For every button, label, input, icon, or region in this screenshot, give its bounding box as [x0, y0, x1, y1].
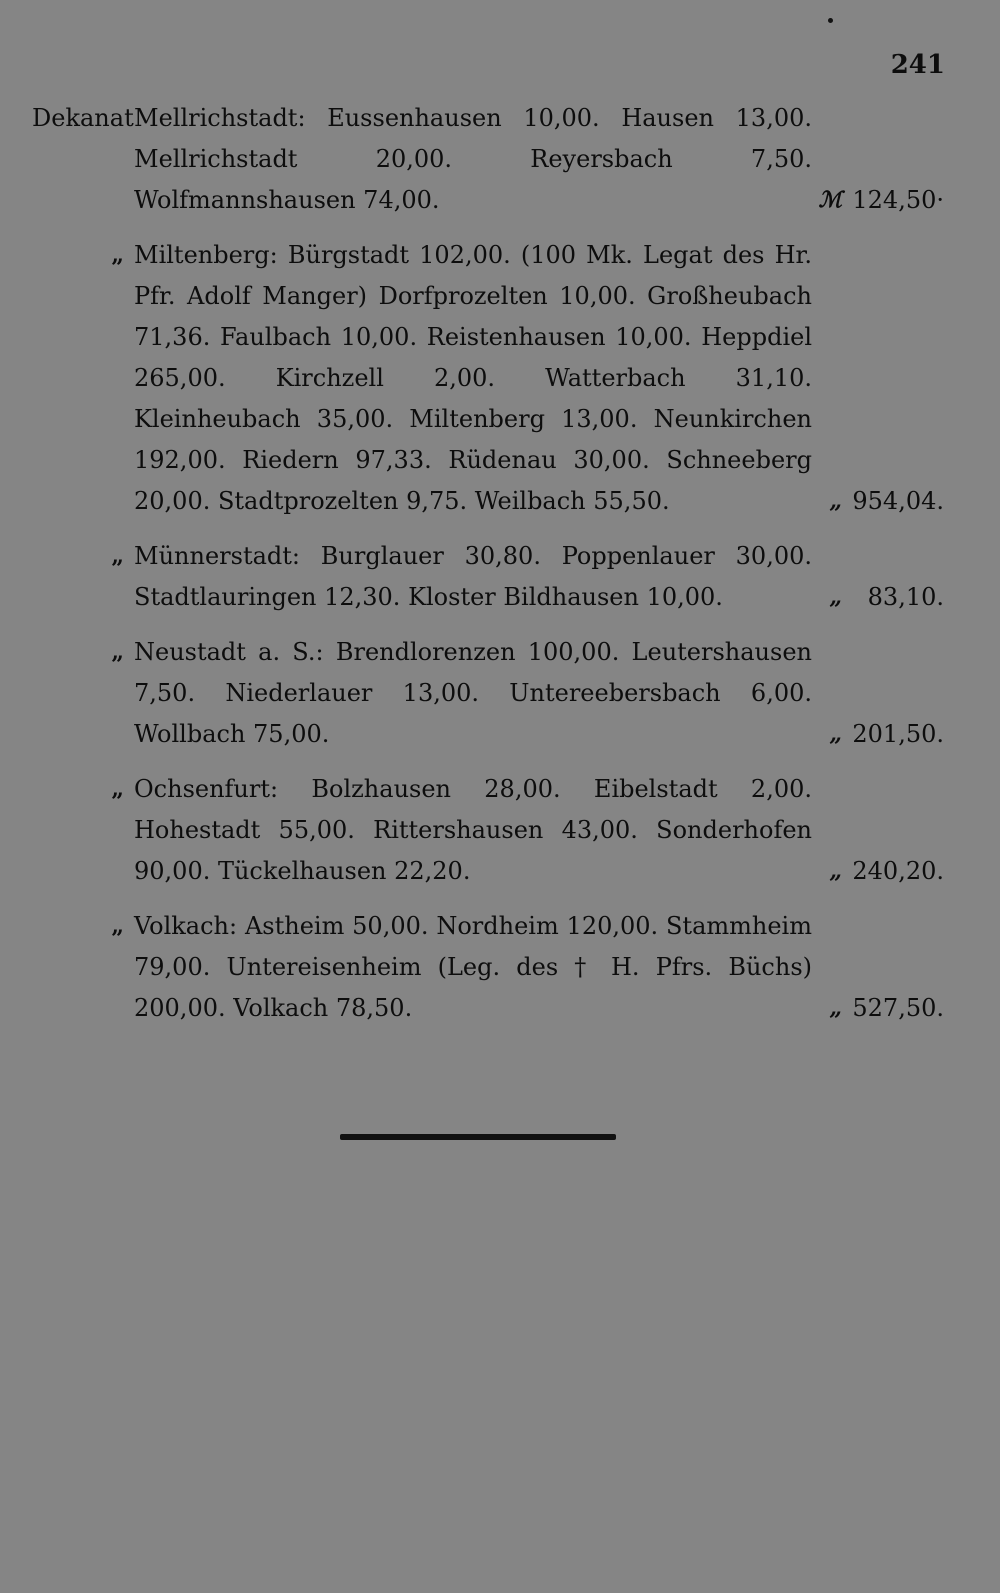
currency-mark: ℳ	[818, 187, 842, 213]
parish-list: Eussenhausen 10,00. Hausen 13,00. Mellrichstadt 20,00. Reyersbach 7,50. Wolfmannshausen 74,00.	[134, 104, 812, 214]
entry-label: „	[111, 776, 124, 802]
ditto-mark: „	[829, 995, 842, 1021]
entry-label: „	[111, 639, 124, 665]
page-number: 241	[890, 50, 945, 80]
parish-list: Burglauer 30,80. Poppenlauer 30,00. Stadtlauringen 12,30. Kloster Bildhausen 10,00.	[134, 542, 812, 611]
section-end-rule	[340, 1134, 616, 1140]
ink-speck	[828, 18, 833, 23]
parish-list: Brendlorenzen 100,00. Leutershausen 7,50. Niederlauer 13,00. Untereebersbach 6,00. Wollbach 75,00.	[134, 638, 812, 748]
entry-volkach	[32, 906, 948, 1029]
district-name: Neustadt a. S.:	[134, 638, 324, 666]
entry-text	[132, 769, 812, 892]
ditto-mark: „	[829, 584, 842, 610]
entry-text	[132, 632, 812, 755]
entry-amount: 201,50.	[852, 720, 944, 748]
district-name: Ochsenfurt:	[134, 775, 279, 803]
entry-mellrichstadt	[32, 98, 948, 221]
parish-list: Astheim 50,00. Nordheim 120,00. Stammheim 79,00. Untereisenheim (Leg. des † H. Pfrs. Büchs) 200,00. Volkach 78,50.	[134, 912, 812, 1022]
district-name: Miltenberg:	[134, 241, 278, 269]
district-name: Mellrichstadt:	[134, 104, 306, 132]
entry-label: „	[111, 242, 124, 268]
entry-amount: 527,50.	[852, 994, 944, 1022]
entry-text	[132, 906, 812, 1029]
entry-text	[132, 235, 812, 522]
entry-miltenberg	[32, 235, 948, 522]
entry-amount: 83,10.	[867, 583, 944, 611]
district-name: Münnerstadt:	[134, 542, 300, 570]
entry-amount: 240,20.	[852, 857, 944, 885]
entry-text	[132, 536, 812, 618]
parish-list: Bolzhausen 28,00. Eibelstadt 2,00. Hohestadt 55,00. Rittershausen 43,00. Sonderhofen 90,00. Tückelhausen 22,20.	[134, 775, 812, 885]
entry-ochsenfurt	[32, 769, 948, 892]
entry-text	[132, 98, 812, 221]
ditto-mark: „	[829, 721, 842, 747]
entry-label: „	[111, 913, 124, 939]
parish-list: Bürgstadt 102,00. (100 Mk. Legat des Hr. Pfr. Adolf Manger) Dorfprozelten 10,00. Großheubach 71,36. Faulbach 10,00. Reistenhausen 10,00. Heppdiel 265,00. Kirchzell 2,00. Watterbach 31,10. Kleinheubach 35,00. Miltenberg 13,00. Neunkirchen 192,00. Riedern 97,33. Rüdenau 30,00. Schneeberg 20,00. Stadtprozelten 9,75. Weilbach 55,50.	[134, 241, 812, 515]
district-name: Volkach:	[134, 912, 238, 940]
donation-list	[32, 98, 948, 1043]
entry-amount: 124,50·	[852, 186, 944, 214]
entry-neustadt	[32, 632, 948, 755]
entry-label: Dekanat	[32, 104, 134, 132]
entry-amount: 954,04.	[852, 487, 944, 515]
entry-muennerstadt	[32, 536, 948, 618]
ditto-mark: „	[829, 858, 842, 884]
ditto-mark: „	[829, 488, 842, 514]
entry-label: „	[111, 543, 124, 569]
